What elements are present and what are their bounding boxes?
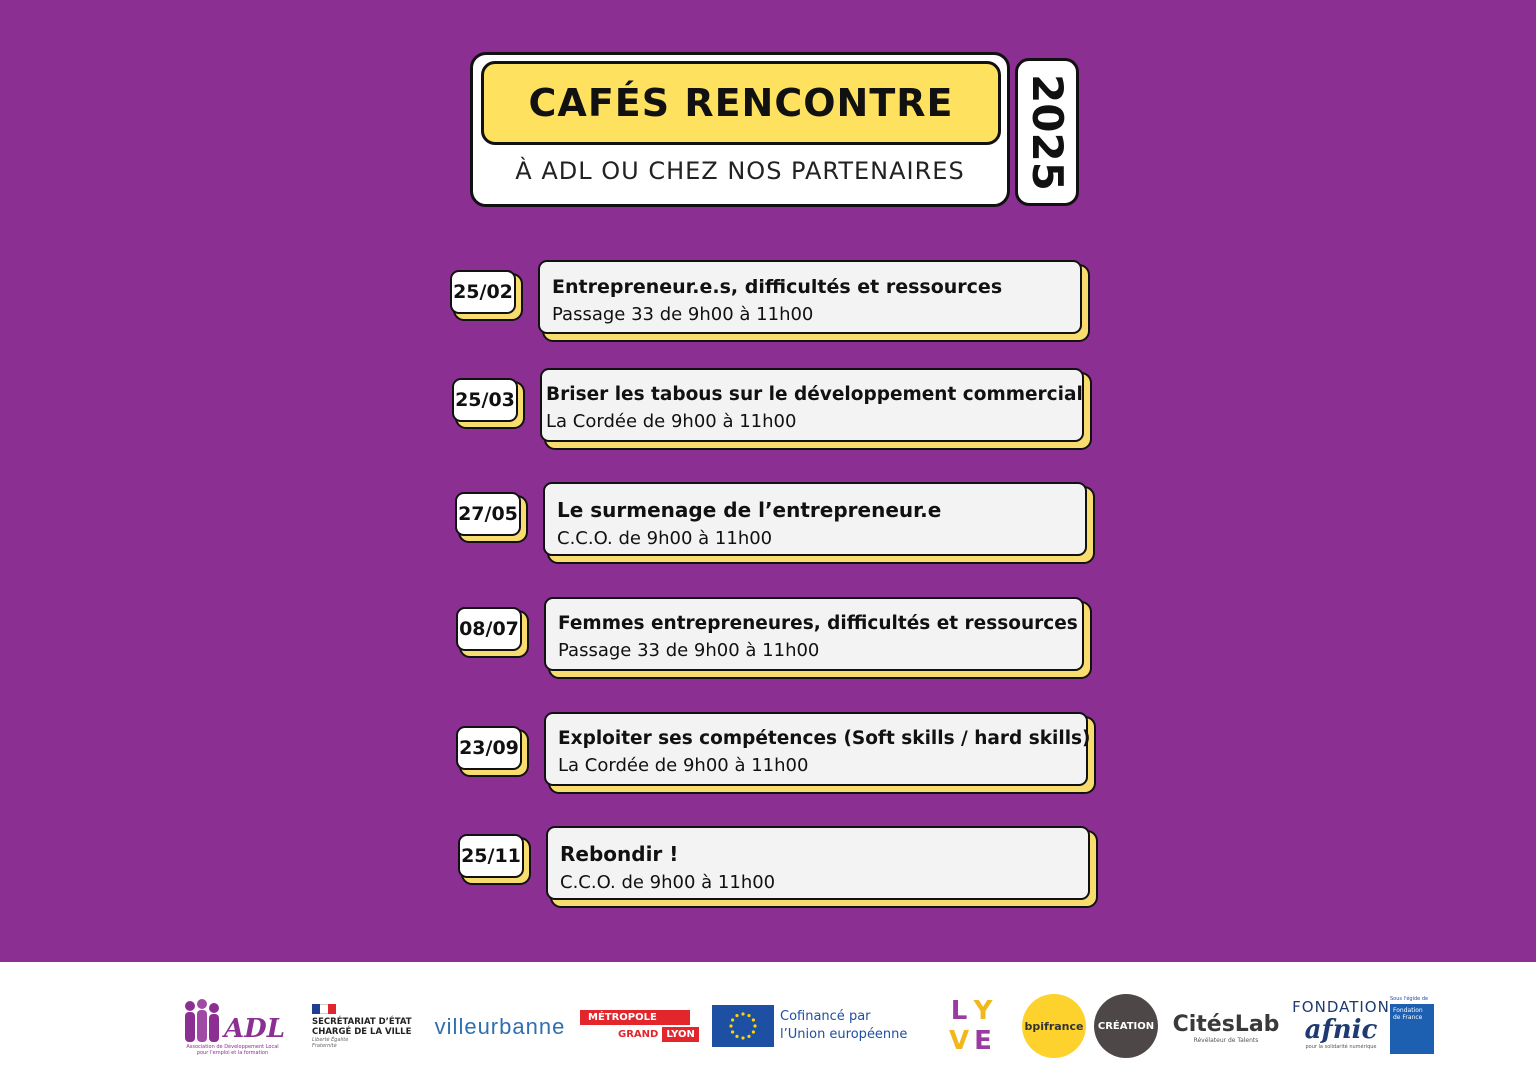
- fondation-label: FONDATION: [1292, 998, 1390, 1016]
- eu-flag-icon: [712, 1005, 774, 1047]
- page-subtitle: À ADL OU CHEZ NOS PARTENAIRES: [515, 157, 965, 185]
- event-title: Entrepreneur.e.s, difficultés et ressources: [552, 276, 1003, 298]
- event-card: [546, 826, 1090, 900]
- villeurbanne-logo: [432, 1012, 568, 1042]
- event-place: La Cordée de 9h00 à 11h00: [558, 755, 809, 776]
- fondation-de-france-logo: [1390, 994, 1438, 1056]
- event-date: 25/02: [450, 270, 516, 314]
- citeslab-logo: [1172, 1006, 1280, 1050]
- event-place: La Cordée de 9h00 à 11h00: [546, 411, 797, 432]
- event-card: [540, 368, 1084, 442]
- bpifrance-logo: [1022, 994, 1086, 1058]
- afnic-tagline: pour la solidarité numérique: [1305, 1044, 1377, 1050]
- event-title: Le surmenage de l’entrepreneur.e: [557, 498, 942, 522]
- fdf-name: Fondation de France: [1390, 1004, 1434, 1054]
- event-title: Exploiter ses compétences (Soft skills / hard skills): [558, 728, 1091, 749]
- event-title: Rebondir !: [560, 842, 679, 866]
- metropole-top: MÉTROPOLE: [580, 1010, 690, 1025]
- eu-text: Cofinancé par l’Union européenne: [780, 1009, 908, 1042]
- event-date: 08/07: [456, 607, 522, 651]
- citeslab-wordmark: CitésLab: [1172, 1012, 1280, 1037]
- eu-logo: [712, 1004, 912, 1048]
- citeslab-tagline: Révélateur de Talents: [1193, 1037, 1259, 1044]
- event-place: Passage 33 de 9h00 à 11h00: [558, 640, 820, 661]
- metropole-lyon: LYON: [662, 1027, 699, 1042]
- event-date: 23/09: [456, 726, 522, 770]
- secretariat-name: SECRÉTARIAT D’ÉTAT CHARGÉ DE LA VILLE: [312, 1016, 412, 1037]
- secretariat-motto: Liberté Égalité Fraternité: [312, 1036, 349, 1049]
- event-card: [543, 482, 1087, 556]
- header-card: [470, 52, 1010, 207]
- event-place: Passage 33 de 9h00 à 11h00: [552, 304, 814, 325]
- event-place: C.C.O. de 9h00 à 11h00: [560, 872, 776, 893]
- adl-logo: [180, 992, 285, 1062]
- event-title: Briser les tabous sur le développement commercial: [546, 384, 1083, 405]
- lyve-logo: [944, 994, 998, 1058]
- fondation-afnic-logo: [1292, 994, 1390, 1054]
- adl-wordmark: ADL: [224, 1014, 286, 1044]
- bpifrance-wordmark: bpifrance: [1024, 1019, 1084, 1033]
- metropole-logo: [580, 1006, 695, 1046]
- fdf-egide: Sous l'égide de: [1390, 996, 1429, 1002]
- french-flag-icon: [312, 1004, 336, 1014]
- adl-tagline: Association de Développement Local pour l'emploi et la formation: [186, 1044, 279, 1056]
- year-badge: [1015, 58, 1079, 206]
- creation-logo: [1094, 994, 1158, 1058]
- event-date: 25/03: [452, 378, 518, 422]
- partner-logos-bar: [0, 962, 1536, 1086]
- page-title: CAFÉS RENCONTRE: [481, 61, 1001, 145]
- villeurbanne-wordmark: villeurbanne: [434, 1014, 566, 1039]
- event-card: [538, 260, 1082, 334]
- secretariat-logo: [312, 998, 417, 1054]
- afnic-wordmark: afnic: [1304, 1015, 1378, 1045]
- lyve-wordmark: L Y V E: [948, 996, 993, 1056]
- event-card: [544, 597, 1084, 671]
- event-card: [544, 712, 1091, 786]
- metropole-grand: GRAND: [618, 1029, 659, 1040]
- event-date: 27/05: [455, 492, 521, 536]
- event-title: Femmes entrepreneures, difficultés et ressources: [558, 613, 1078, 634]
- event-date: 25/11: [458, 834, 524, 878]
- event-place: C.C.O. de 9h00 à 11h00: [557, 528, 773, 549]
- creation-wordmark: CRÉATION: [1097, 1020, 1155, 1032]
- year-label: 2025: [1022, 73, 1072, 191]
- adl-people-icon: [180, 998, 224, 1044]
